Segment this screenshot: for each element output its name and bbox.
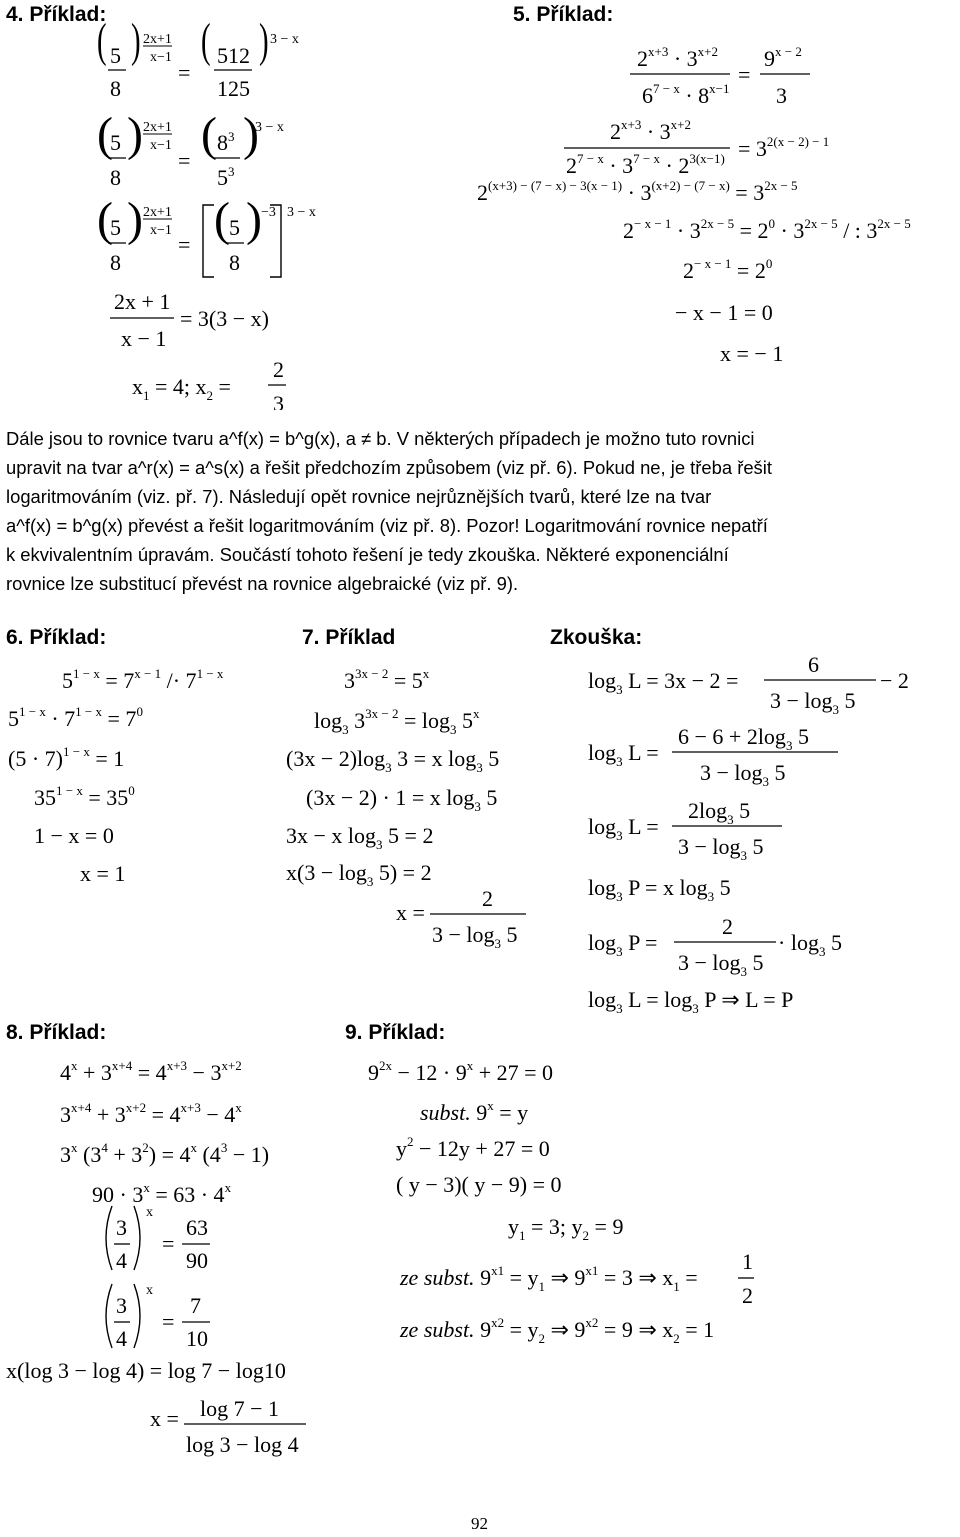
svg-text:2x+1: 2x+1 [143, 120, 172, 135]
svg-text:(: ( [201, 108, 217, 161]
svg-text:4x + 3x+4 = 4x+3 − 3x+2: $4^x + 3^{x+4} = 4^{x+3} - 3^{x+2}$ [60, 1058, 242, 1085]
svg-text:log 3 − log 4: log 3 − log 4 [186, 1432, 299, 1457]
svg-text:2: 2 [273, 357, 284, 382]
svg-text:27 − x · 37 − x · 23(x−1): $2^{7 - x} \cdot 3^{7 - x} \cdot 2^{3(x-1)}$ [566, 151, 725, 178]
svg-text:x =: x = [150, 1406, 179, 1431]
svg-text:): ) [243, 108, 259, 161]
svg-text:): ) [131, 13, 141, 67]
svg-text:92x − 12 · 9x + 27 = 0: $9^{2x} - 12 \cdot 9^x + 27 = 0$ [368, 1058, 554, 1085]
svg-text:−3: −3 [261, 205, 276, 220]
svg-text:=: = [162, 1309, 175, 1334]
svg-text:67 − x · 8x−1: $6^{7 - x} \cdot 8^{x-1}$ [642, 81, 730, 108]
svg-text:512: 512 [217, 43, 250, 68]
svg-text:8: 8 [229, 250, 240, 275]
svg-text:90: 90 [186, 1248, 208, 1273]
svg-text:8: 8 [110, 76, 121, 101]
svg-text:2− x − 1 · 32x − 5 = 20 · 32x: $2^{- x - 1} \cdot 3^{2x - 5} = 2^0 \cdot 3^{2x - 5}$ / : $3^{2x - 5}$ [623, 216, 911, 243]
svg-text:125: 125 [217, 76, 250, 101]
svg-text:x =: x = [396, 900, 425, 925]
svg-text:1 − x = 0: 1 − x = 0 [34, 823, 114, 848]
svg-text:4: 4 [116, 1248, 127, 1273]
svg-text:log 7 − 1: log 7 − 1 [200, 1396, 280, 1421]
svg-text:5: 5 [110, 215, 121, 240]
svg-text:8: 8 [110, 165, 121, 190]
ex7-math [260, 650, 550, 970]
explanatory-paragraph [6, 424, 956, 598]
svg-text:6: 6 [808, 652, 819, 677]
svg-text:=: = [162, 1231, 175, 1256]
ex6-math [0, 650, 300, 890]
svg-text:): ) [127, 193, 143, 246]
svg-text:x−1: x−1 [150, 223, 172, 238]
svg-text:3: 3 [776, 83, 787, 108]
svg-text:x(log 3 − log 4) = log 7 − log: x(log 3 − log 4) = log 7 − log10 [6, 1358, 286, 1383]
svg-text:2x+3 · 3x+2: $2^{x+3} \cdot 3^{x+2}$ [637, 44, 719, 71]
heading-example-4: 4. Příklad: [6, 3, 107, 26]
svg-text:3 − log3 5: $3 - \log_3 5$ [678, 950, 764, 979]
heading-example-5: 5. Příklad: [513, 3, 614, 26]
svg-text:3 − log3 5: $3 - \log_3 5$ [700, 760, 786, 789]
svg-text:33x − 2 = 5x: $3^{3x - 2} = 5^x$ [344, 666, 430, 693]
svg-text:(3x − 2) · 1 = x log3 5: (3x − 2) · 1 = x $\log_3 5$ [306, 785, 498, 814]
svg-text:= 32(x − 2) − 1: = $3^{2(x - 2) - 1}$ [738, 134, 830, 161]
svg-text:log3 33x − 2 = log3 5x: $\log_3 3^{3x - 2} = \log_3 5^x$ [314, 706, 480, 737]
svg-text:2x+3 · 3x+2: $2^{x+3} \cdot 3^{x+2}$ [610, 117, 692, 144]
page-number: 92 [471, 1514, 488, 1533]
svg-text:(: ( [201, 13, 211, 67]
ex9-math [340, 1040, 760, 1350]
svg-text:=: = [178, 60, 191, 85]
svg-text:3 − x: 3 − x [287, 205, 316, 220]
svg-text:83: $8^3$ [217, 129, 235, 155]
svg-text:ze subst. 9x2 = y2 ⇒ 9x2 = 9: ze subst. $9^{x2} = y_2$ ⇒ $9^{x2} = 9$ ⇒ $x_2 = 1$ [400, 1315, 715, 1346]
svg-text:2: 2 [742, 1283, 753, 1308]
svg-text:3 − x: 3 − x [255, 120, 284, 135]
svg-text:x−1: x−1 [150, 138, 172, 153]
svg-text:( y − 3)( y − 9) = 0: ( y − 3)( y − 9) = 0 [396, 1172, 562, 1197]
svg-text:): ) [246, 193, 262, 246]
ex4-math [0, 0, 480, 410]
svg-text:7: 7 [190, 1293, 201, 1318]
svg-text:(: ( [97, 193, 113, 246]
svg-text:9x − 2: $9^{x - 2}$ [764, 44, 802, 71]
svg-text:ze subst. 9x1 = y1 ⇒ 9x1 = 3: ze subst. $9^{x1} = y_1$ ⇒ $9^{x1} = 3$ ⇒ $x_1$ = [400, 1263, 698, 1294]
svg-text:x = − 1: x = − 1 [720, 341, 784, 366]
svg-text:90 · 3x = 63 · 4x: $90 \cdot 3^x = 63 \cdot 4^x$ [92, 1180, 232, 1207]
svg-text:· log3 5: · $\log_3 5$ [778, 930, 842, 959]
paragraph-line-2: upravit na tvar a^r(x) = a^s(x) a řešit předchozím způsobem (viz př. 6). Pokud ne, je třeba řešit [6, 457, 772, 478]
svg-text:3: 3 [116, 1215, 127, 1240]
svg-text:2: 2 [722, 914, 733, 939]
svg-text:x1 = 4; x2 =: $x_1 = 4$; $x_2$ = [132, 374, 231, 403]
svg-text:3x+4 + 3x+2 = 4x+3 − 4x: $3^{x+4} + 3^{x+2} = 4^{x+3} - 4^x$ [60, 1100, 242, 1127]
svg-text:log3 L = 3x − 2 =: $\log_3 L = 3x - 2$ = [588, 668, 739, 697]
svg-text:6 − 6 + 2log3 5: $6 - 6 + 2\log_3$ 5 [678, 724, 809, 753]
svg-text:2x + 1: 2x + 1 [114, 289, 171, 314]
svg-text:5: 5 [110, 130, 121, 155]
svg-text:x−1: x−1 [150, 50, 172, 65]
svg-text:3x − x log3 5 = 2: 3x − x $\log_3 5 = 2$ [286, 823, 434, 852]
heading-check: Zkouška: [550, 626, 643, 649]
svg-text:63: 63 [186, 1215, 208, 1240]
svg-text:351 − x = 350: $35^{1 - x} = 35^0$ [34, 783, 135, 810]
svg-text:− 2: − 2 [880, 668, 909, 693]
svg-text:5: 5 [229, 215, 240, 240]
svg-text:1: 1 [742, 1249, 753, 1274]
svg-text:x = 1: x = 1 [80, 861, 126, 886]
svg-text:3: 3 [273, 391, 284, 410]
svg-text:− x − 1 = 0: − x − 1 = 0 [675, 300, 773, 325]
check-math [580, 650, 950, 1020]
svg-text:3: 3 [116, 1293, 127, 1318]
paragraph-line-5: k ekvivalentním úpravám. Součástí tohoto řešení je tedy zkouška. Některé exponenciální [6, 544, 729, 565]
svg-text:2: 2 [482, 886, 493, 911]
svg-text:log3 L =: $\log_3 L$ = [588, 814, 659, 843]
svg-text:subst. 9x = y: subst. 9$^x$ = y [420, 1098, 529, 1125]
svg-text:51 − x = 7x − 1 /· 71 − x: $5^{1 - x} = 7^{x - 1} /\cdot 7^{1 - x}$ [62, 666, 224, 693]
svg-text:2x+1: 2x+1 [143, 205, 172, 220]
heading-example-9: 9. Příklad: [345, 1021, 446, 1044]
svg-text:=: = [178, 232, 191, 257]
paragraph-line-6: rovnice lze substitucí převést na rovnice algebraické (viz př. 9). [6, 573, 519, 594]
svg-text:51 − x · 71 − x = 70: $5^{1 - x} \cdot 7^{1 - x} = 7^0$ [8, 704, 143, 731]
svg-text:(: ( [214, 193, 230, 246]
svg-text:2log3 5: $2\log_3$ 5 [688, 798, 751, 827]
svg-text:(: ( [97, 13, 107, 67]
heading-example-6: 6. Příklad: [6, 626, 107, 649]
svg-text:x: x [146, 1283, 153, 1298]
svg-text:): ) [127, 108, 143, 161]
svg-text:(5 · 7)1 − x = 1: $(5 \cdot 7)^{1 - x} = 1$ [8, 744, 125, 771]
svg-text:log3 P = x log3 5: $\log_3 P = x$ $\log_3 5$ [588, 875, 731, 904]
svg-text:=: = [178, 148, 191, 173]
svg-text:(: ( [97, 108, 113, 161]
svg-text:2x+1: 2x+1 [143, 32, 172, 47]
svg-text:2(x+3) − (7 − x) − 3(x − 1) ·: $2^{(x+3) - (7 - x) - 3(x - 1)} \cdot 3^{(x+2) - (7 - x)} = 3^{2x - 5}$ [477, 178, 798, 205]
svg-text:53: $5^3$ [217, 164, 235, 190]
svg-text:=: = [738, 62, 751, 87]
heading-example-7: 7. Příklad [302, 626, 396, 649]
svg-text:5: 5 [110, 43, 121, 68]
svg-text:4: 4 [116, 1326, 127, 1351]
svg-text:log3 P =: $\log_3 P$ = [588, 930, 658, 959]
svg-text:3 − log3 5: $3 - \log_3 5$ [770, 688, 856, 717]
svg-text:3 − log3 5: $3 - \log_3 5$ [432, 922, 518, 951]
svg-text:y2 − 12y + 27 = 0: $y^2 - 12y + 27 = 0$ [396, 1134, 550, 1161]
svg-text:x: x [146, 1205, 153, 1220]
svg-text:2− x − 1 = 20: $2^{- x - 1} = 2^0$ [683, 256, 773, 283]
svg-text:10: 10 [186, 1326, 208, 1351]
svg-text:log3 L = log3 P ⇒ L = P: $\log_3 L = \log_3 P$ ⇒ L = P [588, 987, 794, 1016]
svg-text:3x (34 + 32) = 4x (43 − 1): 3$^x$ $(3^4 + 3^2) = 4^x$ $(4^3 - 1)$ [60, 1140, 270, 1167]
svg-text:x(3 − log3 5) = 2: $x(3 - \log_3 5) = 2$ [286, 860, 432, 889]
svg-text:log3 L =: $\log_3 L$ = [588, 740, 659, 769]
svg-text:3 − x: 3 − x [270, 32, 299, 47]
ex5-math [470, 0, 950, 380]
ex8-math [0, 1040, 340, 1470]
svg-text:3 − log3 5: $3 - \log_3 5$ [678, 834, 764, 863]
paragraph-line-3: logaritmováním (viz. př. 7). Následují opět rovnice nejrůznějších tvarů, které lze na tvar [6, 486, 712, 507]
heading-example-8: 8. Příklad: [6, 1021, 107, 1044]
svg-text:(3x − 2)log3 3 = x log3 5: $(3x - 2)\log_3$ 3 = x $\log_3 5$ [286, 746, 500, 775]
svg-text:x − 1: x − 1 [121, 326, 167, 351]
svg-text:= 3(3 − x): = 3(3 − x) [180, 306, 269, 331]
paragraph-line-4: a^f(x) = b^g(x) převést a řešit logaritmováním (viz př. 8). Pozor! Logaritmování rovnice nepatří [6, 515, 768, 536]
paragraph-line-1: Dále jsou to rovnice tvaru a^f(x) = b^g(x), a ≠ b. V některých případech je možno tuto rovnici [6, 428, 755, 449]
svg-text:y1 = 3; y2 = 9: $y_1 = 3$; $y_2 = 9$ [508, 1214, 624, 1243]
svg-text:): ) [259, 13, 269, 67]
svg-text:8: 8 [110, 250, 121, 275]
